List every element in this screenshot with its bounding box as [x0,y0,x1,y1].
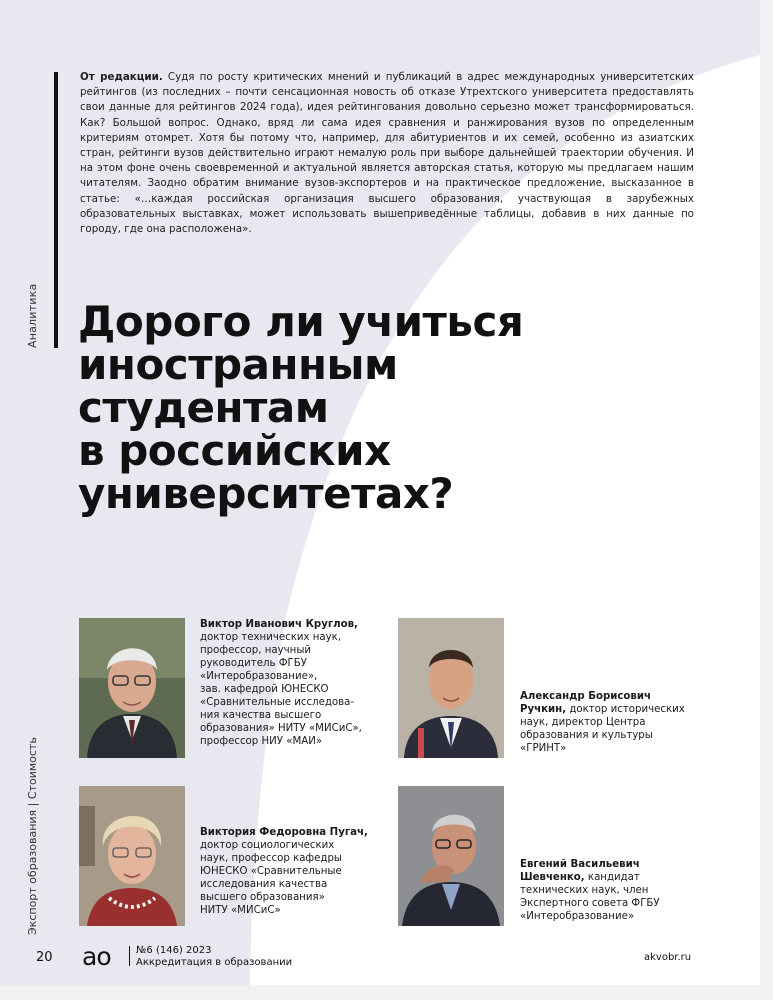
author-photo-kruglov [79,618,185,758]
caption-line: «Интеробразование» [520,911,635,922]
issue-number: №6 (146) 2023 [136,945,212,956]
editorial-text: Судя по росту критических мнений и публикаций в адрес международных университетских рейтингов (из последних – почти сенсационная новость об отказе Утрехтского университета предоставлять свои данные для рейтингов 2024 года), идея рейтингования довольно серьезно может трансформироваться. Как? Большой вопрос. Однако, вряд ли сама идея сравнения и ранжирования вузов по определенным критериям отомрет. Хотя бы потому что, например, для абитуриентов и их семей, особенно из азиатских стран, рейтинги вузов действительно играют немалую роль при выборе дальнейшей траектории обучения. И на этом фоне очень своевременной и актуальной является авторская статья, которую мы предлагаем нашим читателям. Заодно обратим внимание вузов-экспортеров и на практическое предложение, высказанное в статье: «…каждая российская организация высшего образования, участвующая в зарубежных образовательных выставках, может использовать вышеприведённые таблицы, добавив в них данные по городу, где она расположена». [80,71,695,236]
caption-line: профессор НИУ «МАИ» [200,736,323,747]
editorial-lead: От редакции. [80,71,163,83]
journal-name: Аккредитация в образовании [136,957,293,968]
caption-line: наук, директор Центра [520,717,646,728]
journal-logo: ао [82,942,111,971]
caption-line: доктор исторических [566,704,685,715]
caption-line: кандидат [584,872,640,883]
author-caption-kruglov [200,618,380,748]
caption-line: профессор, научный [200,645,311,656]
caption-line: «ГРИНТ» [520,743,567,754]
footer-issue-info [136,945,292,969]
footer-divider [129,946,130,966]
accent-bar [54,72,58,348]
author-name-cont: Шевченко, [520,872,585,883]
title-line: Дорого ли учиться [78,297,524,346]
author-caption-ruchkin [520,690,720,755]
caption-line: НИТУ «МИСиС» [200,905,281,916]
author-photo-pugach [79,786,185,926]
caption-line: Экспертного совета ФГБУ [520,898,660,909]
author-name: Александр Борисович [520,691,651,702]
title-line: иностранным [78,340,398,389]
author-photo-ruchkin [398,618,504,758]
caption-line: «Сравнительные исследова- [200,697,355,708]
caption-line: доктор социологических [200,840,335,851]
author-photo-shevchenko [398,786,504,926]
article-title [78,297,638,518]
title-line: студентам [78,383,329,432]
caption-line: образования» НИТУ «МИСиС», [200,723,362,734]
caption-line: высшего образования» [200,892,325,903]
author-name-cont: Ручкин, [520,704,567,715]
caption-line: образования и культуры [520,730,653,741]
caption-line: ния качества высшего [200,710,322,721]
title-line: в российских [78,426,391,475]
caption-line: исследования качества [200,879,328,890]
author-caption-shevchenko [520,858,720,923]
caption-line: доктор технических наук, [200,632,342,643]
author-name: Виктор Иванович Круглов, [200,619,358,630]
caption-line: технических наук, член [520,885,649,896]
caption-line: ЮНЕСКО «Сравнительные [200,866,342,877]
editorial-note [80,70,694,237]
caption-line: «Интеробразование», [200,671,318,682]
footer-website-link[interactable]: akvobr.ru [644,952,692,963]
page-number: 20 [36,950,53,965]
author-name: Виктория Федоровна Пугач, [200,827,368,838]
author-name: Евгений Васильевич [520,859,640,870]
caption-line: наук, профессор кафедры [200,853,342,864]
section-label: Аналитика [26,283,39,348]
caption-line: руководитель ФГБУ [200,658,307,669]
author-caption-pugach [200,826,380,917]
caption-line: зав. кафедрой ЮНЕСКО [200,684,329,695]
section-footer-label: Экспорт образования | Стоимость [26,737,39,935]
title-line: университетах? [78,469,454,518]
